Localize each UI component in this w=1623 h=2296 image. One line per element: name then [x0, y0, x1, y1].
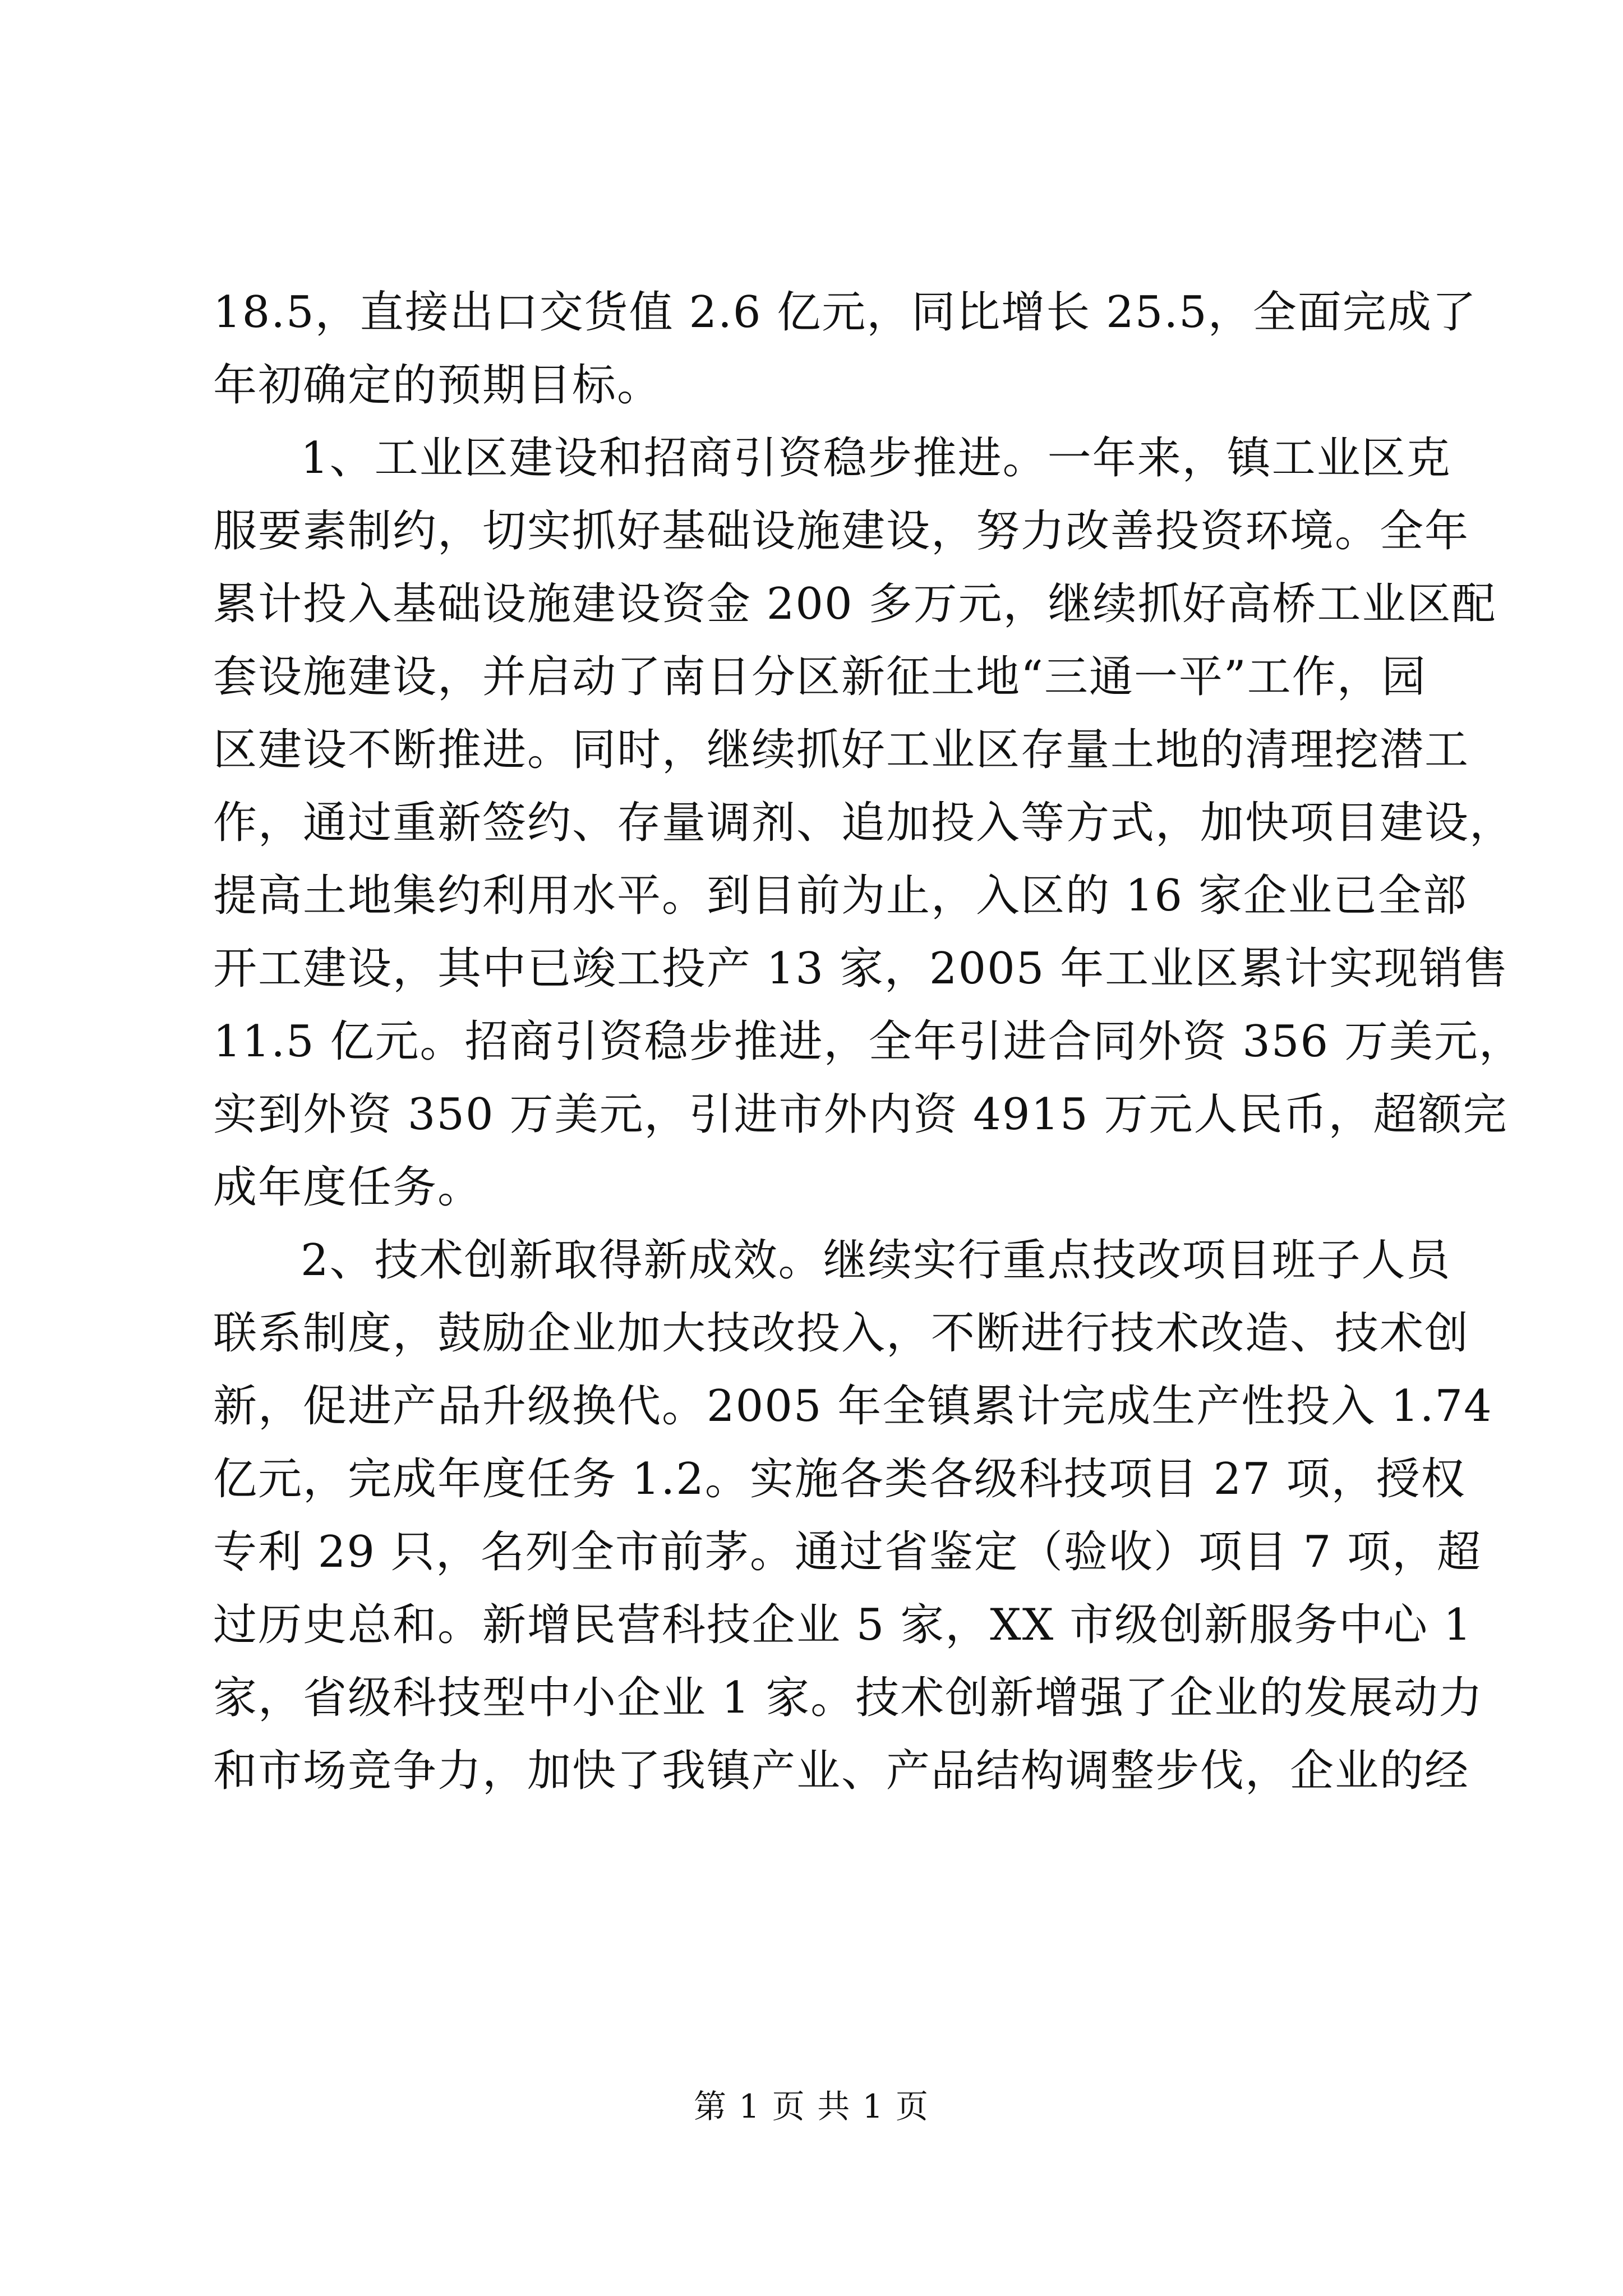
text-line: 年初确定的预期目标。 [213, 360, 662, 411]
page-footer [0, 2084, 1623, 2129]
text-line: 成年度任务。 [213, 1162, 483, 1213]
text-line: 过历史总和。新增民营科技企业 5 家，XX 市级创新服务中心 1 [213, 1600, 1473, 1650]
text-line: 和市场竞争力，加快了我镇产业、产品结构调整步伐，企业的经 [213, 1746, 1470, 1796]
text-line: 区建设不断推进。同时，继续抓好工业区存量土地的清理挖潜工 [213, 725, 1470, 775]
text-line: 18.5，直接出口交货值 2.6 亿元，同比增长 25.5，全面完成了 [213, 287, 1477, 338]
text-line: 累计投入基础设施建设资金 200 多万元，继续抓好高桥工业区配 [213, 579, 1497, 629]
text-line: 联系制度，鼓励企业加大技改投入，不断进行技术改造、技术创 [213, 1308, 1470, 1359]
paragraph [213, 1224, 1493, 1807]
text-line: 亿元，完成年度任务 1.2。实施各类各级科技项目 27 项，授权 [213, 1454, 1466, 1504]
paragraph [213, 276, 1477, 422]
text-line: 实到外资 350 万美元，引进市外内资 4915 万元人民币，超额完 [213, 1089, 1508, 1140]
text-line: 1、工业区建设和招商引资稳步推进。一年来，镇工业区克 [301, 433, 1451, 484]
text-line: 11.5 亿元。招商引资稳步推进，全年引进合同外资 356 万美元， [213, 1016, 1524, 1067]
page-number-label: 第 1 页 共 1 页 [694, 2087, 929, 2125]
text-line: 新，促进产品升级换代。2005 年全镇累计完成生产性投入 1.74 [213, 1381, 1493, 1432]
text-line: 提高土地集约利用水平。到目前为止，入区的 16 家企业已全部 [213, 871, 1468, 921]
text-line: 服要素制约，切实抓好基础设施建设，努力改善投资环境。全年 [213, 506, 1470, 556]
text-line: 套设施建设，并启动了南日分区新征土地“三通一平”工作，园 [213, 652, 1427, 702]
text-line: 作，通过重新签约、存量调剂、追加投入等方式，加快项目建设， [213, 798, 1515, 848]
text-line: 开工建设，其中已竣工投产 13 家，2005 年工业区累计实现销售 [213, 944, 1509, 994]
text-line: 家，省级科技型中小企业 1 家。技术创新增强了企业的发展动力 [213, 1673, 1484, 1723]
document-body [213, 276, 1524, 1807]
text-line: 专利 29 只，名列全市前茅。通过省鉴定（验收）项目 7 项，超 [213, 1527, 1482, 1577]
text-line: 2、技术创新取得新成效。继续实行重点技改项目班子人员 [301, 1235, 1451, 1286]
paragraph [213, 422, 1524, 1224]
